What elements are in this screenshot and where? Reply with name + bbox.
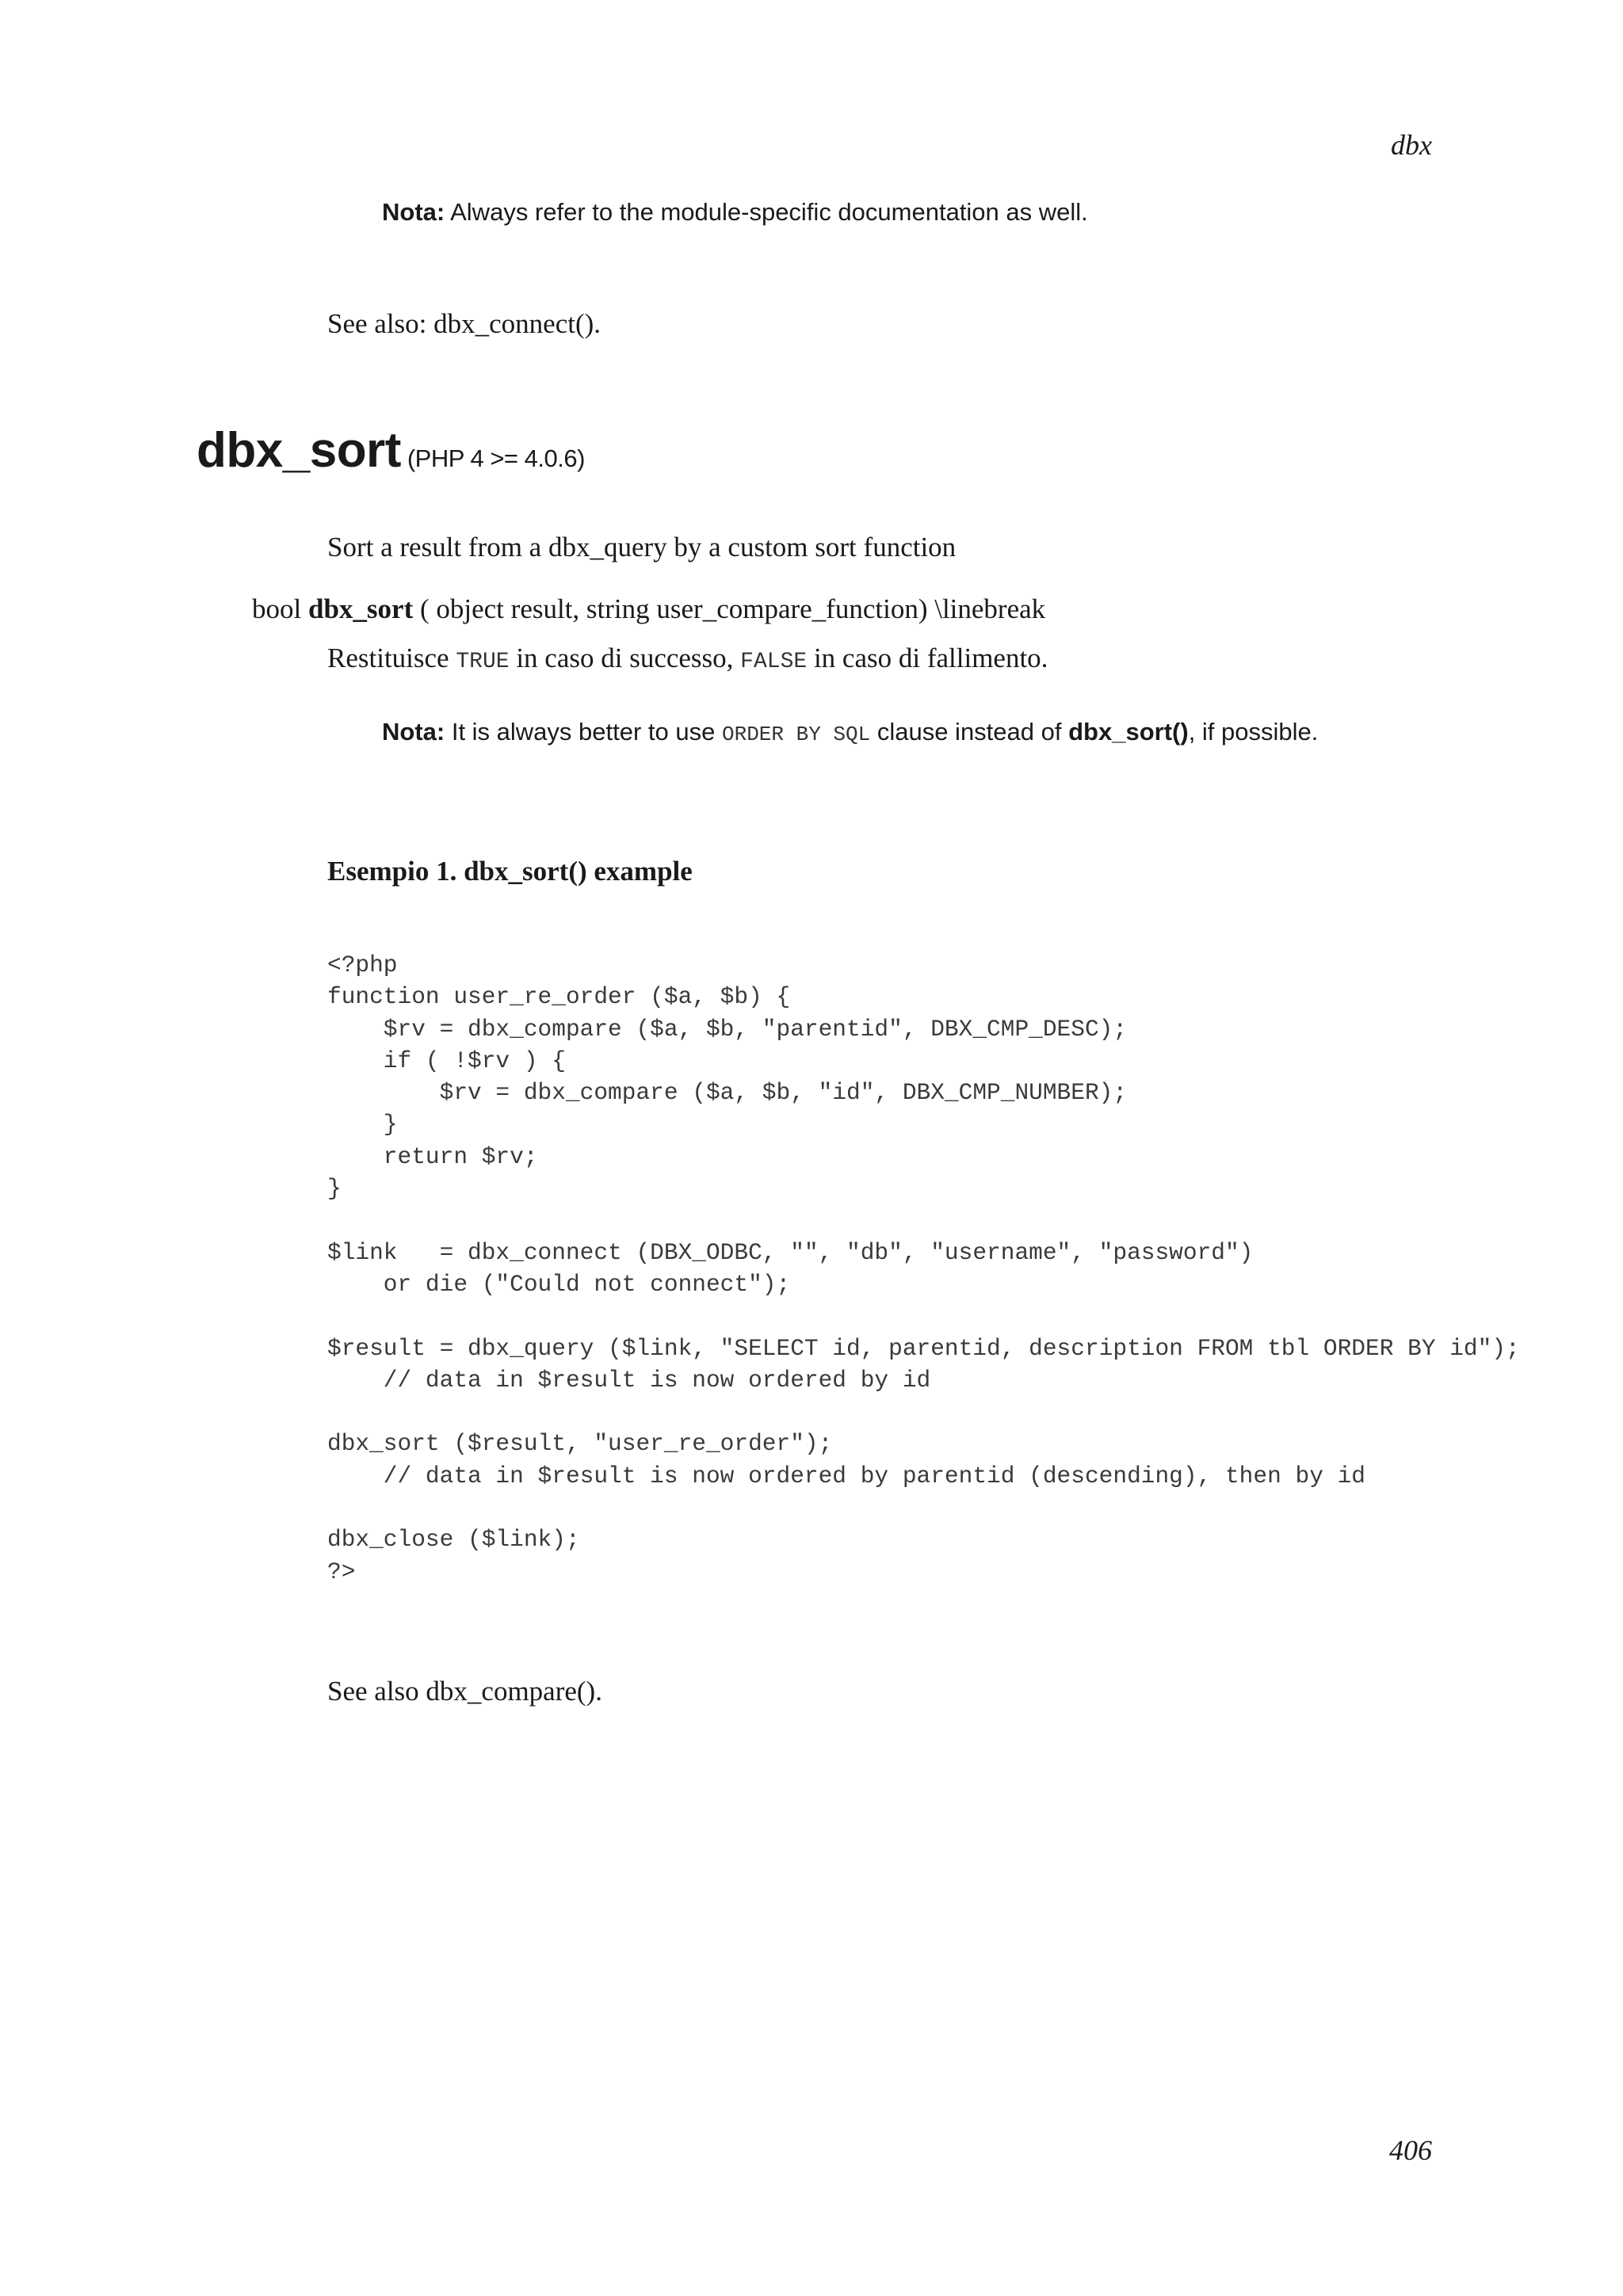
synopsis-return-type: bool [252,593,308,624]
note-post: , if possible. [1188,718,1319,746]
function-title [197,422,585,479]
see-also-dbx-connect: See also: dbx_connect(). [327,308,601,339]
returns-mid: in caso di successo, [509,643,741,673]
running-header: dbx [1391,129,1432,161]
returns-post: in caso di fallimento. [807,643,1048,673]
returns-true-constant: TRUE [456,650,510,674]
note-order-by [382,718,1318,746]
example-title: Esempio 1. dbx_sort() example [327,856,693,887]
example-code-block: <?php function user_re_order ($a, $b) { $rv = dbx_compare ($a, $b, "parentid", DBX_CMP_DESC); if ( !$rv ) { $rv = dbx_compare ($a, $b, "id", DBX_CMP_NUMBER); } return $rv; } $link = dbx_connect (DBX_ODBC, "", "db", "username", "password") or die ("Could not connect"); $result = dbx_query ($link, "SELECT id, parentid, description FROM tbl ORDER BY id"); // data in $result is now ordered by id dbx_sort ($result, "user_re_order"); // data in $result is now ordered by parentid (descending), then by id dbx_close ($link); ?> [327,952,1520,1585]
note-function-ref: dbx_sort() [1068,718,1189,746]
function-synopsis [252,593,1045,625]
note-text: Always refer to the module-specific documentation as well. [445,198,1088,226]
note-mid: clause instead of [870,718,1069,746]
see-also-dbx-compare: See also dbx_compare(). [327,1676,602,1707]
note-label: Nota: [382,718,445,746]
note-label: Nota: [382,198,445,226]
note-sql-code: ORDER BY SQL [721,723,871,746]
synopsis-args: ( object result, string user_compare_function) \linebreak [413,593,1046,624]
returns-false-constant: FALSE [740,650,808,674]
note-pre: It is always better to use [445,718,722,746]
function-version: (PHP 4 >= 4.0.6) [407,444,585,472]
returns-pre: Restituisce [327,643,456,673]
note-module-docs [382,198,1088,227]
synopsis-function-name: dbx_sort [307,593,414,624]
function-purpose: Sort a result from a dbx_query by a custom sort function [327,532,957,563]
return-values [327,643,1048,674]
function-name: dbx_sort [197,423,401,478]
page-number: 406 [1389,2134,1432,2166]
